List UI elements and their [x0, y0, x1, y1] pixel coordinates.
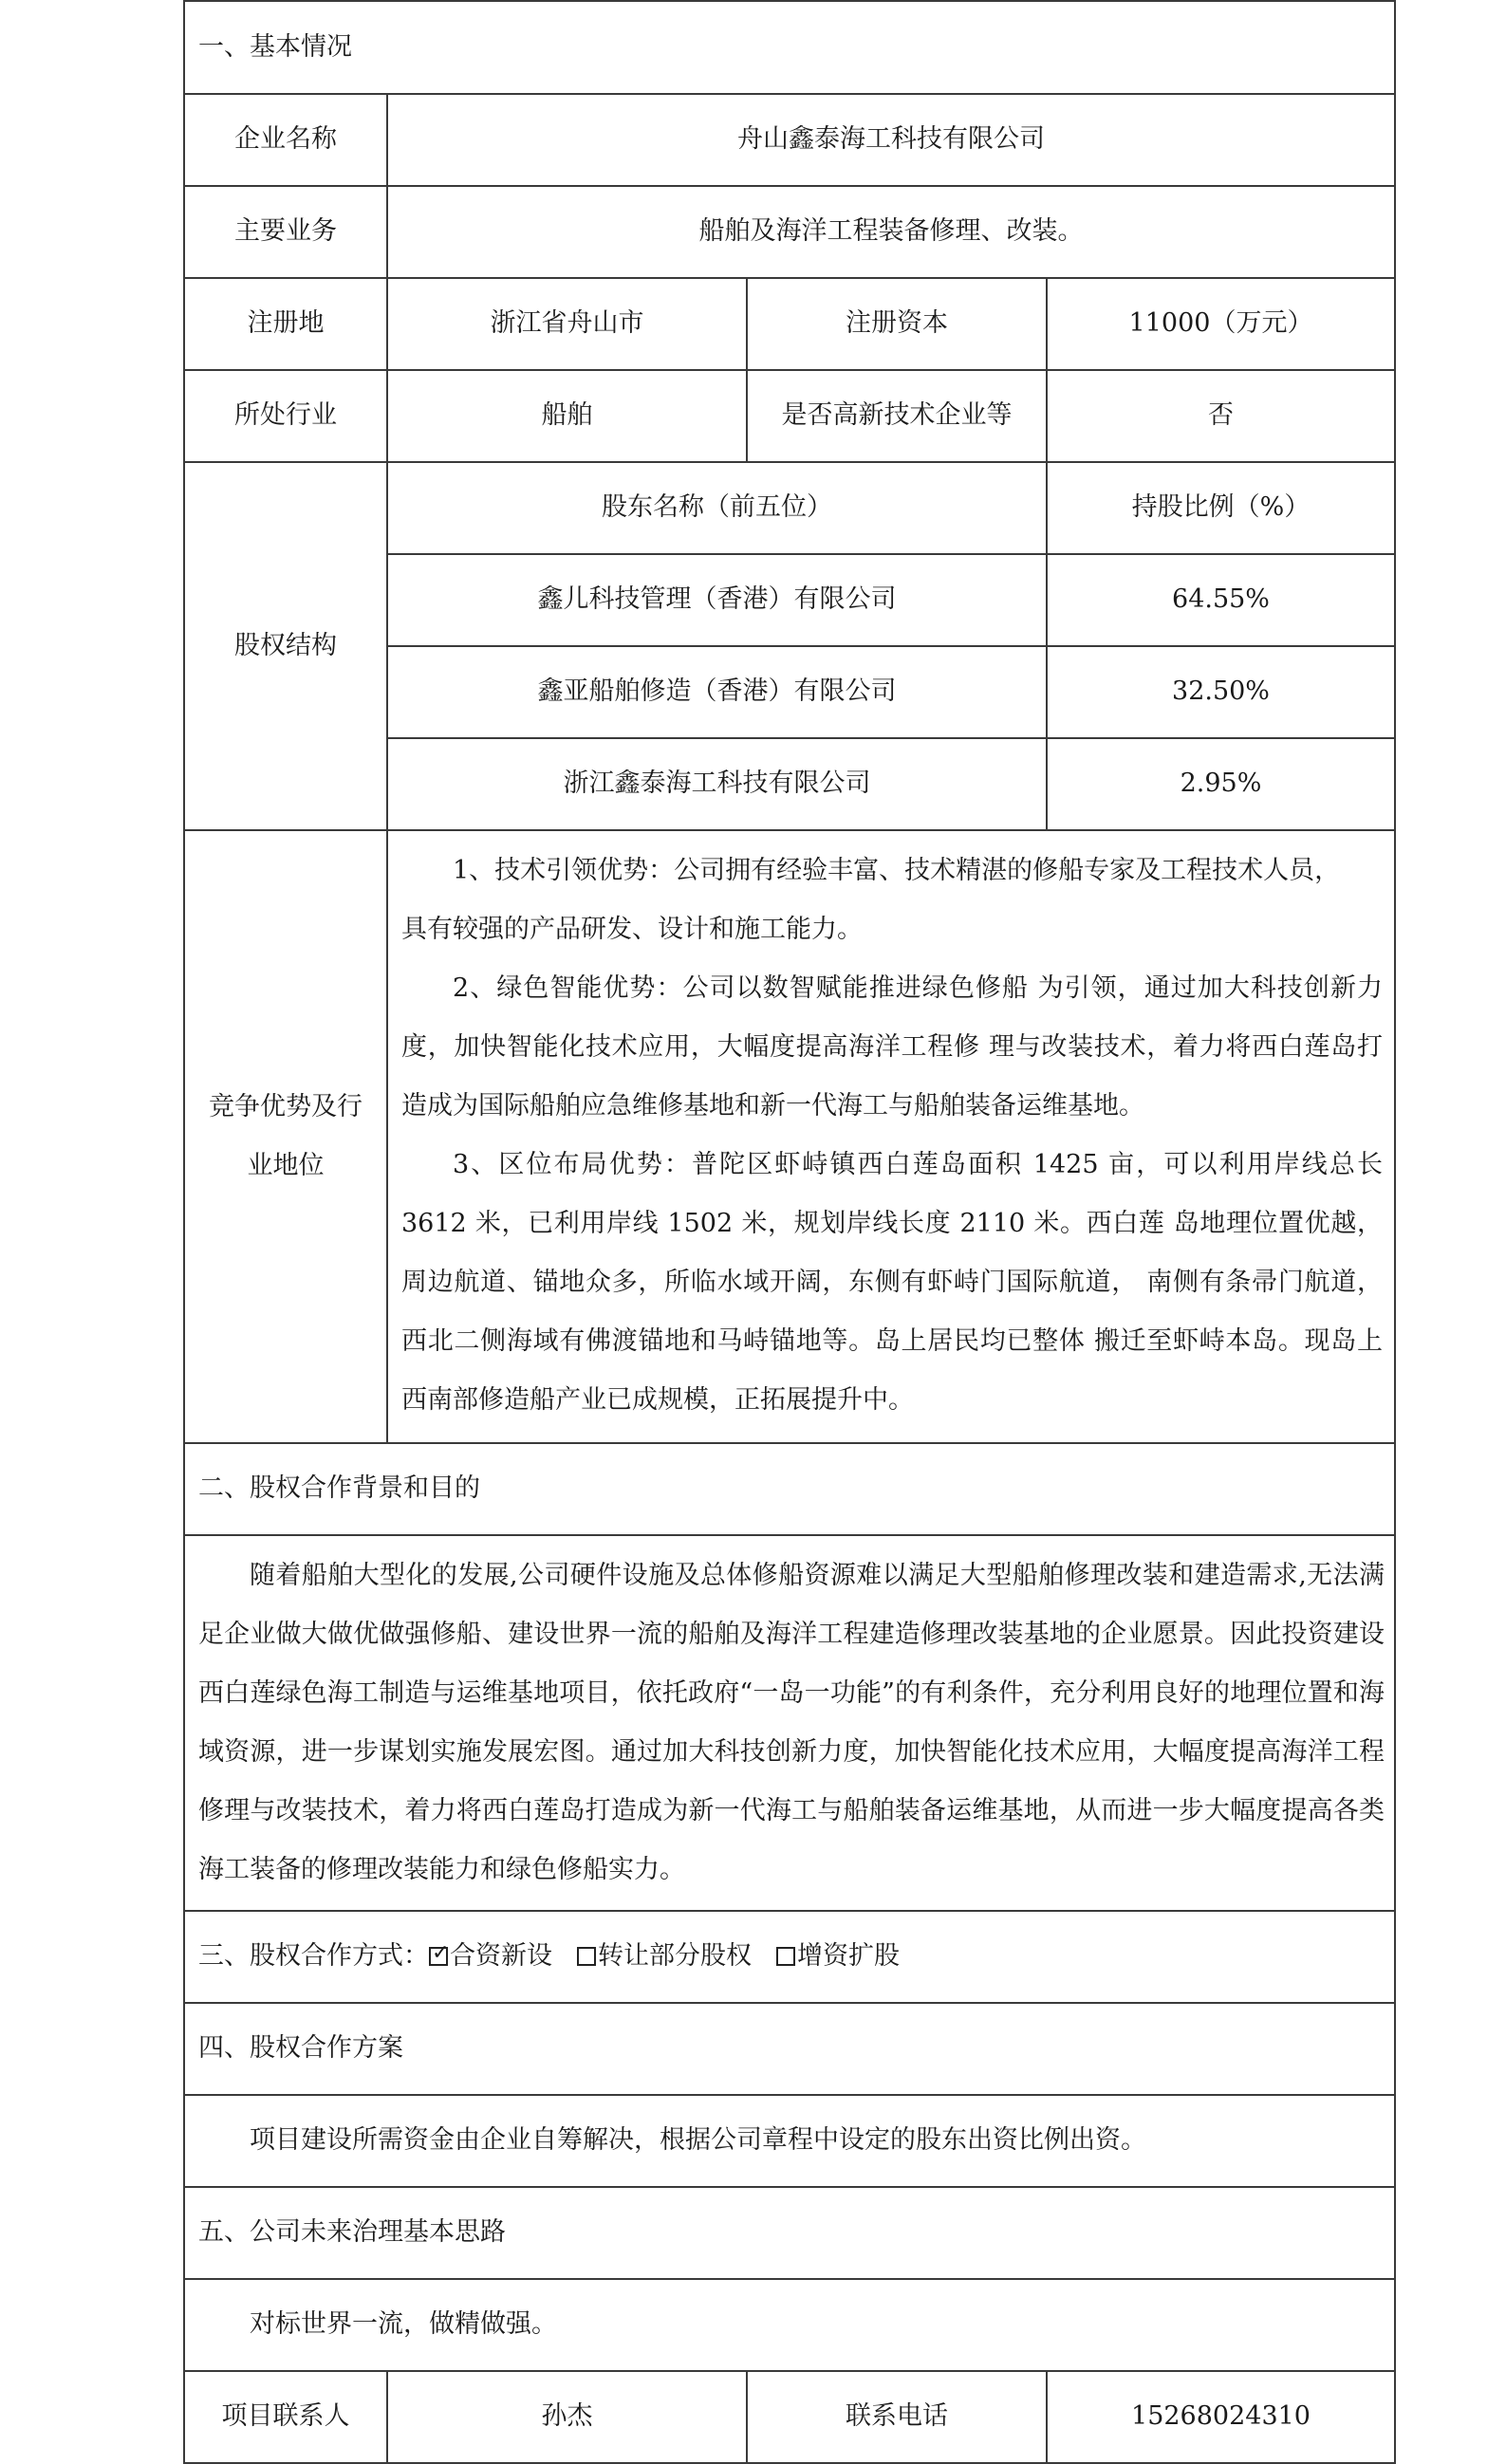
- section-governance-heading: 五、公司未来治理基本思路: [184, 2187, 1395, 2279]
- competition-point-3: 3、区位布局优势：普陀区虾峙镇西白莲岛面积 1425 亩，可以利用岸线总长 3612 米，已利用岸线 1502 米，规划岸线长度 2110 米。西白莲 岛地理位置优越，周边航道、锚地众多，所临水域开阔，东侧有虾峙门国际航道， 南侧有条帚门航道，西北二侧海域有佛渡锚地和马峙锚地等。岛上居民均已整体 搬迁至虾峙本岛。现岛上西南部修造船产业已成规模，正拓展提升中。: [401, 1150, 1383, 1415]
- reg-capital-value: 11000（万元）: [1047, 278, 1395, 370]
- industry-value: 船舶: [387, 370, 747, 462]
- contact-person-value: 孙杰: [387, 2371, 747, 2463]
- governance-content: 对标世界一流，做精做强。: [184, 2279, 1395, 2371]
- reg-place-label: 注册地: [184, 278, 387, 370]
- background-content: [184, 1535, 1395, 1911]
- competition-label: [184, 830, 387, 1443]
- competition-point-1a: 1、技术引领优势：公司拥有经验丰富、技术精湛的修船专家及工程技术人员，: [453, 856, 1341, 885]
- section-method-row: [184, 1911, 1395, 2003]
- main-business-label: 主要业务: [184, 186, 387, 278]
- option-new-jv-label: 合资新设: [450, 1941, 552, 1972]
- hitech-label: 是否高新技术企业等: [747, 370, 1047, 462]
- contact-phone-label: 联系电话: [747, 2371, 1047, 2463]
- option-transfer-equity-label: 转让部分股权: [598, 1941, 752, 1972]
- checkbox-checked-icon[interactable]: [429, 1947, 448, 1966]
- share-ratio: 64.55%: [1047, 554, 1395, 646]
- competition-content: [387, 830, 1395, 1443]
- shareholder-name: 鑫儿科技管理（香港）有限公司: [387, 554, 1047, 646]
- option-new-jv[interactable]: [429, 1941, 552, 1971]
- option-capital-increase-label: 增资扩股: [797, 1941, 900, 1972]
- checkbox-icon[interactable]: [776, 1947, 795, 1966]
- contact-phone-value: 15268024310: [1047, 2371, 1395, 2463]
- competition-label-line2: 业地位: [247, 1151, 325, 1180]
- section-basic-heading: 一、基本情况: [184, 1, 1395, 94]
- shareholder-name: 浙江鑫泰海工科技有限公司: [387, 738, 1047, 830]
- reg-capital-label: 注册资本: [747, 278, 1047, 370]
- share-ratio-header: 持股比例（%）: [1047, 462, 1395, 554]
- company-info-table: [183, 0, 1396, 2464]
- plan-content: 项目建设所需资金由企业自筹解决，根据公司章程中设定的股东出资比例出资。: [184, 2095, 1395, 2187]
- option-capital-increase[interactable]: [776, 1941, 900, 1971]
- share-ratio: 2.95%: [1047, 738, 1395, 830]
- industry-label: 所处行业: [184, 370, 387, 462]
- section-plan-heading: 四、股权合作方案: [184, 2003, 1395, 2095]
- competition-point-1b: 具有较强的产品研发、设计和施工能力。: [401, 915, 863, 944]
- share-ratio: 32.50%: [1047, 646, 1395, 738]
- hitech-value: 否: [1047, 370, 1395, 462]
- main-business-value: 船舶及海洋工程装备修理、改装。: [387, 186, 1395, 278]
- company-name-value: 舟山鑫泰海工科技有限公司: [387, 94, 1395, 186]
- document: [183, 0, 1394, 2464]
- competition-label-line1: 竞争优势及行: [209, 1092, 363, 1121]
- checkbox-icon[interactable]: [577, 1947, 596, 1966]
- background-paragraph: 随着船舶大型化的发展,公司硬件设施及总体修船资源难以满足大型船舶修理改装和建造需求,无法满足企业做大做优做强修船、建设世界一流的船舶及海洋工程建造修理改装基地的企业愿景。因此投资建设西白莲绿色海工制造与运维基地项目，依托政府“一岛一功能”的有利条件，充分利用良好的地理位置和海域资源，进一步谋划实施发展宏图。通过加大科技创新力度，加快智能化技术应用，大幅度提高海洋工程修理与改装技术，着力将西白莲岛打造成为新一代海工与船舶装备运维基地，从而进一步大幅度提高各类海工装备的修理改装能力和绿色修船实力。: [198, 1561, 1385, 1884]
- option-transfer-equity[interactable]: [577, 1941, 752, 1971]
- shareholder-name-header: 股东名称（前五位）: [387, 462, 1047, 554]
- contact-person-label: 项目联系人: [184, 2371, 387, 2463]
- section-background-heading: 二、股权合作背景和目的: [184, 1443, 1395, 1535]
- section-method-heading: 三、股权合作方式：: [198, 1941, 429, 1972]
- competition-point-2: 2、绿色智能优势：公司以数智赋能推进绿色修船 为引领，通过加大科技创新力度，加快智能化技术应用，大幅度提高海洋工程修 理与改装技术，着力将西白莲岛打造成为国际船舶应急维修基地和新一代海工与船舶装备运维基地。: [401, 973, 1383, 1121]
- reg-place-value: 浙江省舟山市: [387, 278, 747, 370]
- company-name-label: 企业名称: [184, 94, 387, 186]
- shareholder-name: 鑫亚船舶修造（香港）有限公司: [387, 646, 1047, 738]
- equity-structure-label: 股权结构: [184, 462, 387, 830]
